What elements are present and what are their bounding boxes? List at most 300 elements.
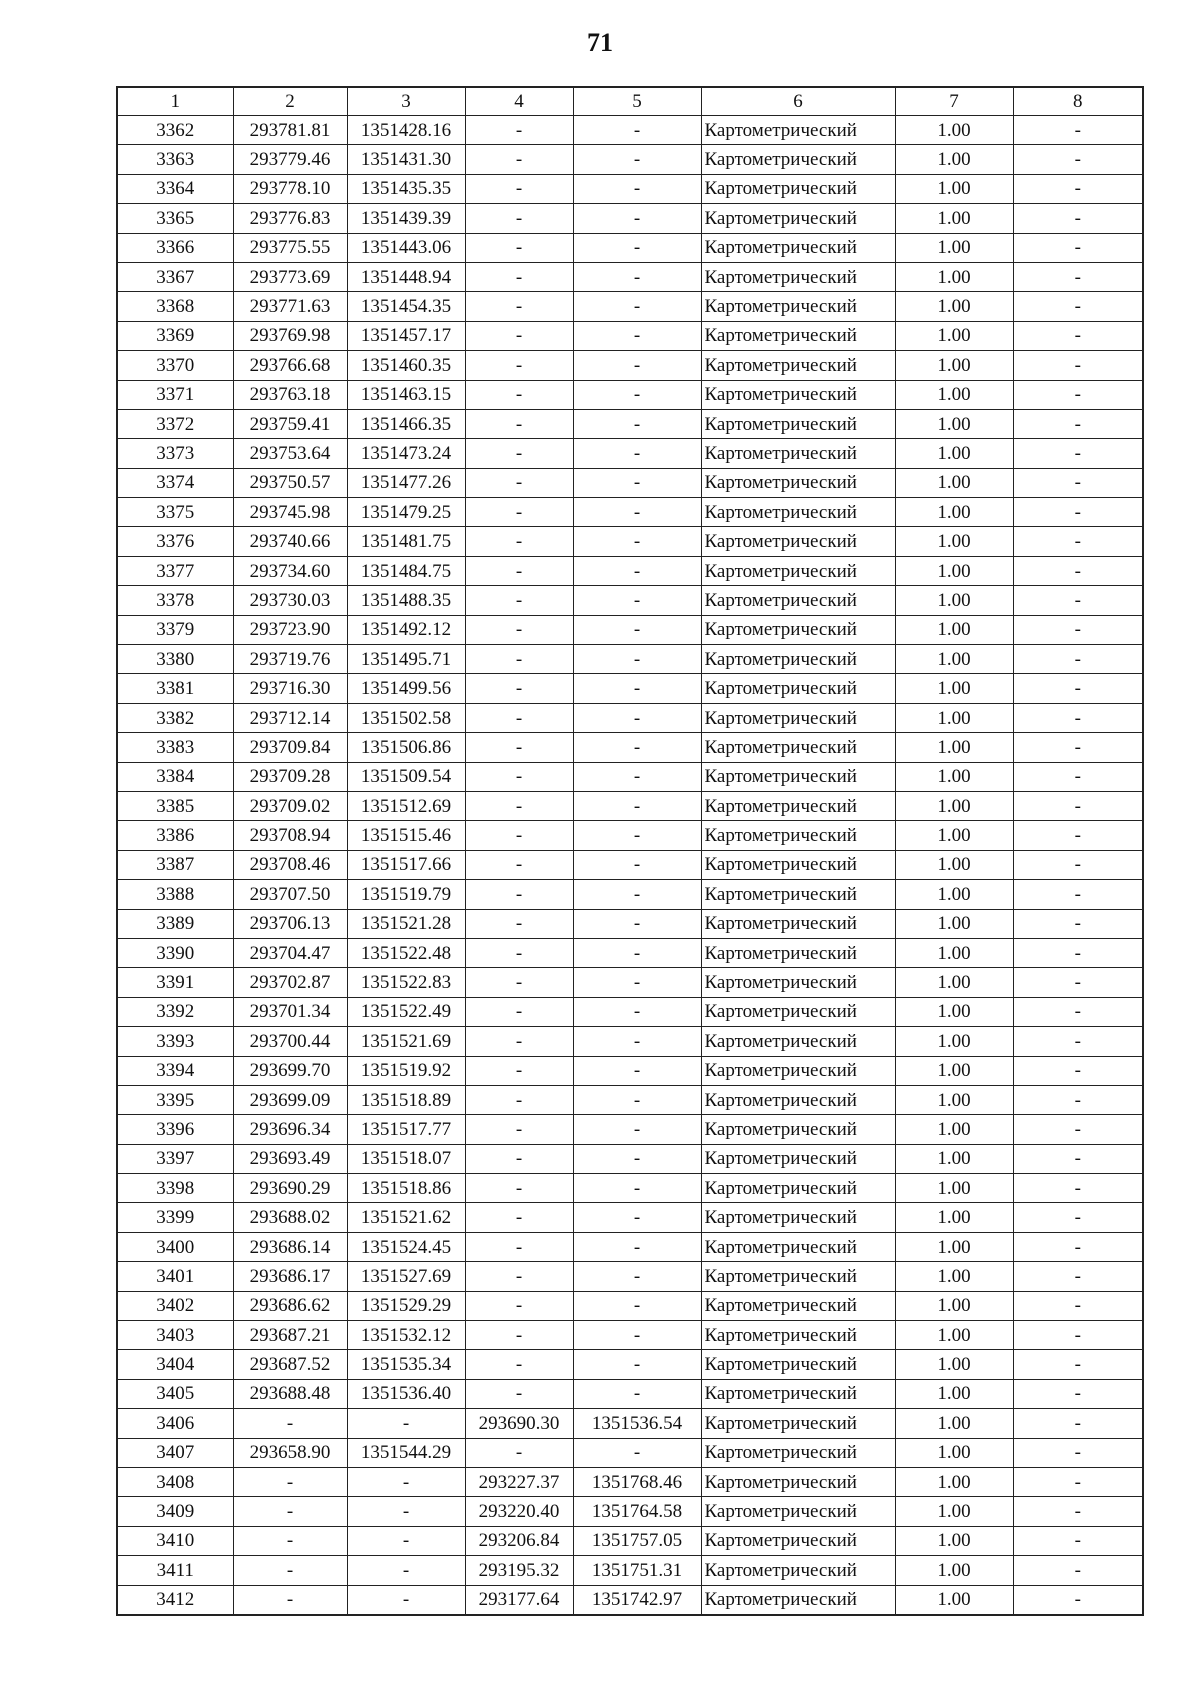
table-cell: 293690.29 bbox=[233, 1174, 347, 1203]
table-cell: - bbox=[573, 204, 701, 233]
table-cell: - bbox=[347, 1467, 465, 1496]
table-cell: - bbox=[1013, 292, 1143, 321]
table-cell: 1351536.40 bbox=[347, 1379, 465, 1408]
table-cell: 293220.40 bbox=[465, 1497, 573, 1526]
table-cell: 3365 bbox=[117, 204, 233, 233]
table-cell: Картометрический bbox=[701, 498, 895, 527]
table-cell: 1351517.66 bbox=[347, 850, 465, 879]
table-cell: 3395 bbox=[117, 1085, 233, 1114]
table-cell: 3408 bbox=[117, 1467, 233, 1496]
table-cell: 3396 bbox=[117, 1115, 233, 1144]
table-cell: 3388 bbox=[117, 880, 233, 909]
table-cell: 1351484.75 bbox=[347, 556, 465, 585]
table-cell: - bbox=[1013, 380, 1143, 409]
table-row bbox=[117, 1085, 1143, 1114]
table-cell: Картометрический bbox=[701, 1262, 895, 1291]
table-cell: - bbox=[465, 850, 573, 879]
table-cell: 3387 bbox=[117, 850, 233, 879]
table-cell: - bbox=[347, 1556, 465, 1585]
table-cell: - bbox=[233, 1556, 347, 1585]
table-cell: 1351473.24 bbox=[347, 439, 465, 468]
column-header: 6 bbox=[701, 87, 895, 116]
table-cell: 1351502.58 bbox=[347, 703, 465, 732]
table-cell: - bbox=[465, 292, 573, 321]
table-cell: - bbox=[573, 1321, 701, 1350]
table-cell: 293750.57 bbox=[233, 468, 347, 497]
table-cell: - bbox=[465, 233, 573, 262]
table-row bbox=[117, 938, 1143, 967]
table-cell: - bbox=[347, 1409, 465, 1438]
column-header: 8 bbox=[1013, 87, 1143, 116]
table-cell: - bbox=[465, 1321, 573, 1350]
table-cell: 1.00 bbox=[895, 1526, 1013, 1555]
table-cell: 1.00 bbox=[895, 791, 1013, 820]
table-cell: 1.00 bbox=[895, 1203, 1013, 1232]
table-cell: 1351460.35 bbox=[347, 351, 465, 380]
table-row bbox=[117, 703, 1143, 732]
table-cell: 293769.98 bbox=[233, 321, 347, 350]
table-cell: - bbox=[233, 1585, 347, 1615]
table-cell: 1351506.86 bbox=[347, 733, 465, 762]
table-row bbox=[117, 1321, 1143, 1350]
table-row bbox=[117, 586, 1143, 615]
table-cell: - bbox=[1013, 145, 1143, 174]
table-cell: Картометрический bbox=[701, 1321, 895, 1350]
table-cell: - bbox=[1013, 556, 1143, 585]
table-row bbox=[117, 1556, 1143, 1585]
table-cell: 1351757.05 bbox=[573, 1526, 701, 1555]
table-row bbox=[117, 968, 1143, 997]
table-cell: 293709.84 bbox=[233, 733, 347, 762]
table-cell: - bbox=[573, 909, 701, 938]
table-cell: - bbox=[465, 733, 573, 762]
table-row bbox=[117, 351, 1143, 380]
table-cell: - bbox=[1013, 233, 1143, 262]
table-cell: Картометрический bbox=[701, 1409, 895, 1438]
table-cell: 3405 bbox=[117, 1379, 233, 1408]
table-cell: 293699.70 bbox=[233, 1056, 347, 1085]
table-cell: - bbox=[465, 1174, 573, 1203]
page-number: 71 bbox=[587, 28, 613, 57]
table-cell: 1.00 bbox=[895, 1174, 1013, 1203]
table-cell: - bbox=[1013, 703, 1143, 732]
table-cell: - bbox=[1013, 1232, 1143, 1261]
table-cell: 293687.21 bbox=[233, 1321, 347, 1350]
table-cell: - bbox=[573, 1379, 701, 1408]
table-cell: - bbox=[465, 1438, 573, 1467]
table-cell: - bbox=[573, 645, 701, 674]
table-cell: - bbox=[1013, 1085, 1143, 1114]
table-cell: - bbox=[1013, 1585, 1143, 1615]
table-cell: 1351488.35 bbox=[347, 586, 465, 615]
table-cell: - bbox=[573, 762, 701, 791]
table-cell: Картометрический bbox=[701, 1085, 895, 1114]
table-cell: - bbox=[573, 1438, 701, 1467]
table-cell: 293688.02 bbox=[233, 1203, 347, 1232]
table-cell: - bbox=[573, 703, 701, 732]
table-cell: - bbox=[573, 674, 701, 703]
table-cell: 293195.32 bbox=[465, 1556, 573, 1585]
table-cell: 293707.50 bbox=[233, 880, 347, 909]
table-cell: 293227.37 bbox=[465, 1467, 573, 1496]
table-cell: 1351495.71 bbox=[347, 645, 465, 674]
table-cell: - bbox=[465, 527, 573, 556]
table-cell: 293745.98 bbox=[233, 498, 347, 527]
table-cell: 1.00 bbox=[895, 674, 1013, 703]
table-cell: - bbox=[573, 1144, 701, 1173]
table-cell: Картометрический bbox=[701, 1056, 895, 1085]
table-cell: Картометрический bbox=[701, 1174, 895, 1203]
table-cell: 3402 bbox=[117, 1291, 233, 1320]
table-cell: 293708.94 bbox=[233, 821, 347, 850]
table-cell: - bbox=[465, 1350, 573, 1379]
table-cell: - bbox=[1013, 1291, 1143, 1320]
table-row bbox=[117, 145, 1143, 174]
table-cell: - bbox=[465, 498, 573, 527]
table-cell: - bbox=[465, 586, 573, 615]
table-cell: 1.00 bbox=[895, 1379, 1013, 1408]
table-cell: - bbox=[1013, 821, 1143, 850]
table-cell: Картометрический bbox=[701, 1438, 895, 1467]
table-cell: 293781.81 bbox=[233, 116, 347, 145]
table-cell: 293712.14 bbox=[233, 703, 347, 732]
table-cell: Картометрический bbox=[701, 527, 895, 556]
table-cell: 3367 bbox=[117, 262, 233, 291]
table-row bbox=[117, 233, 1143, 262]
table-cell: 3397 bbox=[117, 1144, 233, 1173]
table-cell: 1.00 bbox=[895, 821, 1013, 850]
table-cell: - bbox=[573, 1350, 701, 1379]
table-cell: 1.00 bbox=[895, 1556, 1013, 1585]
table-cell: 293177.64 bbox=[465, 1585, 573, 1615]
table-cell: Картометрический bbox=[701, 909, 895, 938]
table-cell: 293699.09 bbox=[233, 1085, 347, 1114]
table-row bbox=[117, 468, 1143, 497]
table-cell: 293763.18 bbox=[233, 380, 347, 409]
table-cell: Картометрический bbox=[701, 1556, 895, 1585]
table-cell: - bbox=[1013, 1174, 1143, 1203]
table-cell: - bbox=[465, 1232, 573, 1261]
table-row bbox=[117, 116, 1143, 145]
table-cell: - bbox=[465, 174, 573, 203]
table-cell: 1.00 bbox=[895, 615, 1013, 644]
table-cell: 293771.63 bbox=[233, 292, 347, 321]
table-cell: - bbox=[465, 968, 573, 997]
table-cell: - bbox=[465, 1144, 573, 1173]
table-cell: 1.00 bbox=[895, 645, 1013, 674]
table-cell: - bbox=[1013, 938, 1143, 967]
table-cell: - bbox=[465, 145, 573, 174]
table-cell: 3383 bbox=[117, 733, 233, 762]
table-row bbox=[117, 1438, 1143, 1467]
table-cell: 293690.30 bbox=[465, 1409, 573, 1438]
table-row bbox=[117, 292, 1143, 321]
table-cell: - bbox=[1013, 997, 1143, 1026]
table-cell: - bbox=[1013, 174, 1143, 203]
table-cell: - bbox=[465, 1027, 573, 1056]
column-header: 1 bbox=[117, 87, 233, 116]
table-row bbox=[117, 1409, 1143, 1438]
table-cell: - bbox=[1013, 1526, 1143, 1555]
table-cell: - bbox=[465, 1115, 573, 1144]
table-row bbox=[117, 880, 1143, 909]
table-cell: Картометрический bbox=[701, 821, 895, 850]
table-cell: Картометрический bbox=[701, 703, 895, 732]
table-cell: - bbox=[573, 1232, 701, 1261]
table-cell: - bbox=[1013, 351, 1143, 380]
table-row bbox=[117, 527, 1143, 556]
table-cell: 1351481.75 bbox=[347, 527, 465, 556]
table-cell: - bbox=[465, 321, 573, 350]
table-cell: 3377 bbox=[117, 556, 233, 585]
table-cell: 3407 bbox=[117, 1438, 233, 1467]
table-cell: - bbox=[573, 733, 701, 762]
table-cell: 1.00 bbox=[895, 703, 1013, 732]
table-cell: - bbox=[1013, 439, 1143, 468]
table-cell: 293686.17 bbox=[233, 1262, 347, 1291]
table-cell: 3376 bbox=[117, 527, 233, 556]
table-row bbox=[117, 850, 1143, 879]
table-cell: 293206.84 bbox=[465, 1526, 573, 1555]
table-cell: - bbox=[1013, 909, 1143, 938]
table-cell: 3398 bbox=[117, 1174, 233, 1203]
table-cell: - bbox=[465, 439, 573, 468]
table-cell: 1.00 bbox=[895, 909, 1013, 938]
table-cell: 1.00 bbox=[895, 1291, 1013, 1320]
table-cell: 1351457.17 bbox=[347, 321, 465, 350]
table-cell: 1.00 bbox=[895, 586, 1013, 615]
table-cell: 1351521.69 bbox=[347, 1027, 465, 1056]
table-cell: 3370 bbox=[117, 351, 233, 380]
table-cell: Картометрический bbox=[701, 262, 895, 291]
table-cell: - bbox=[573, 439, 701, 468]
table-cell: - bbox=[465, 615, 573, 644]
table-cell: 1351532.12 bbox=[347, 1321, 465, 1350]
table-cell: - bbox=[1013, 1321, 1143, 1350]
table-cell: - bbox=[465, 1203, 573, 1232]
table-cell: 1351522.48 bbox=[347, 938, 465, 967]
table-cell: - bbox=[573, 498, 701, 527]
table-cell: 293778.10 bbox=[233, 174, 347, 203]
table-cell: - bbox=[573, 556, 701, 585]
table-cell: - bbox=[1013, 409, 1143, 438]
table-row bbox=[117, 409, 1143, 438]
table-cell: 293701.34 bbox=[233, 997, 347, 1026]
table-cell: - bbox=[465, 1379, 573, 1408]
table-cell: Картометрический bbox=[701, 1232, 895, 1261]
table-cell: - bbox=[1013, 321, 1143, 350]
table-cell: 3366 bbox=[117, 233, 233, 262]
table-cell: Картометрический bbox=[701, 674, 895, 703]
table-cell: 1351518.89 bbox=[347, 1085, 465, 1114]
table-cell: Картометрический bbox=[701, 968, 895, 997]
table-cell: Картометрический bbox=[701, 1115, 895, 1144]
table-cell: 293775.55 bbox=[233, 233, 347, 262]
table-cell: - bbox=[465, 409, 573, 438]
table-cell: 1.00 bbox=[895, 762, 1013, 791]
table-cell: Картометрический bbox=[701, 997, 895, 1026]
table-cell: - bbox=[1013, 527, 1143, 556]
table-cell: - bbox=[465, 204, 573, 233]
table-cell: 1351517.77 bbox=[347, 1115, 465, 1144]
table-cell: 1351499.56 bbox=[347, 674, 465, 703]
table-row bbox=[117, 1056, 1143, 1085]
table-cell: Картометрический bbox=[701, 174, 895, 203]
table-cell: Картометрический bbox=[701, 116, 895, 145]
table-cell: - bbox=[1013, 880, 1143, 909]
table-row bbox=[117, 821, 1143, 850]
table-cell: - bbox=[465, 791, 573, 820]
table-cell: - bbox=[465, 762, 573, 791]
table-cell: 293719.76 bbox=[233, 645, 347, 674]
table-cell: 293688.48 bbox=[233, 1379, 347, 1408]
table-cell: - bbox=[465, 262, 573, 291]
table-cell: Картометрический bbox=[701, 321, 895, 350]
table-cell: 293686.62 bbox=[233, 1291, 347, 1320]
table-cell: - bbox=[573, 262, 701, 291]
table-cell: - bbox=[573, 850, 701, 879]
table-cell: 1.00 bbox=[895, 968, 1013, 997]
table-row bbox=[117, 1262, 1143, 1291]
table-cell: 293658.90 bbox=[233, 1438, 347, 1467]
table-cell: - bbox=[347, 1585, 465, 1615]
table-cell: 1351466.35 bbox=[347, 409, 465, 438]
table-cell: Картометрический bbox=[701, 586, 895, 615]
table-cell: 1351512.69 bbox=[347, 791, 465, 820]
table-cell: - bbox=[573, 233, 701, 262]
table-cell: Картометрический bbox=[701, 292, 895, 321]
table-row bbox=[117, 791, 1143, 820]
table-cell: - bbox=[1013, 850, 1143, 879]
table-cell: 3368 bbox=[117, 292, 233, 321]
table-cell: - bbox=[573, 292, 701, 321]
table-cell: - bbox=[1013, 1027, 1143, 1056]
table-cell: Картометрический bbox=[701, 1467, 895, 1496]
table-cell: 3372 bbox=[117, 409, 233, 438]
table-cell: - bbox=[465, 821, 573, 850]
table-cell: Картометрический bbox=[701, 850, 895, 879]
table-cell: 3403 bbox=[117, 1321, 233, 1350]
table-cell: 293723.90 bbox=[233, 615, 347, 644]
table-cell: 3385 bbox=[117, 791, 233, 820]
table-row bbox=[117, 733, 1143, 762]
table-cell: 293696.34 bbox=[233, 1115, 347, 1144]
table-cell: - bbox=[573, 468, 701, 497]
table-cell: Картометрический bbox=[701, 380, 895, 409]
table-cell: 1351515.46 bbox=[347, 821, 465, 850]
table-cell: Картометрический bbox=[701, 351, 895, 380]
table-cell: - bbox=[1013, 762, 1143, 791]
table-cell: 3375 bbox=[117, 498, 233, 527]
table-cell: - bbox=[573, 1085, 701, 1114]
table-cell: - bbox=[1013, 116, 1143, 145]
table-cell: Картометрический bbox=[701, 145, 895, 174]
table-row bbox=[117, 1467, 1143, 1496]
table-cell: - bbox=[1013, 1056, 1143, 1085]
table-cell: 3374 bbox=[117, 468, 233, 497]
table-row bbox=[117, 674, 1143, 703]
table-cell: 293730.03 bbox=[233, 586, 347, 615]
table-cell: - bbox=[573, 145, 701, 174]
table-cell: 3373 bbox=[117, 439, 233, 468]
table-cell: 293779.46 bbox=[233, 145, 347, 174]
table-cell: - bbox=[573, 586, 701, 615]
table-cell: - bbox=[465, 1056, 573, 1085]
table-cell: - bbox=[573, 174, 701, 203]
table-cell: - bbox=[573, 527, 701, 556]
table-cell: Картометрический bbox=[701, 1027, 895, 1056]
column-header: 5 bbox=[573, 87, 701, 116]
table-cell: Картометрический bbox=[701, 645, 895, 674]
table-cell: 1.00 bbox=[895, 527, 1013, 556]
table-cell: - bbox=[465, 1262, 573, 1291]
table-cell: - bbox=[573, 615, 701, 644]
table-row bbox=[117, 1174, 1143, 1203]
table-cell: 293753.64 bbox=[233, 439, 347, 468]
table-row bbox=[117, 1350, 1143, 1379]
table-cell: 1351454.35 bbox=[347, 292, 465, 321]
table-cell: 293766.68 bbox=[233, 351, 347, 380]
table-cell: - bbox=[573, 321, 701, 350]
table-cell: 293700.44 bbox=[233, 1027, 347, 1056]
table-cell: Картометрический bbox=[701, 1379, 895, 1408]
table-cell: 1.00 bbox=[895, 292, 1013, 321]
table-cell: 3389 bbox=[117, 909, 233, 938]
table-cell: 3404 bbox=[117, 1350, 233, 1379]
table-cell: - bbox=[1013, 674, 1143, 703]
table-cell: - bbox=[1013, 1556, 1143, 1585]
table-cell: 3399 bbox=[117, 1203, 233, 1232]
table-cell: 1351535.34 bbox=[347, 1350, 465, 1379]
table-cell: 1351435.35 bbox=[347, 174, 465, 203]
table-cell: 1.00 bbox=[895, 1321, 1013, 1350]
table-cell: 293686.14 bbox=[233, 1232, 347, 1261]
table-cell: 1.00 bbox=[895, 145, 1013, 174]
table-cell: 1.00 bbox=[895, 116, 1013, 145]
column-header: 4 bbox=[465, 87, 573, 116]
table-cell: 293687.52 bbox=[233, 1350, 347, 1379]
table-cell: 3409 bbox=[117, 1497, 233, 1526]
table-row bbox=[117, 1115, 1143, 1144]
table-cell: 1.00 bbox=[895, 1409, 1013, 1438]
table-cell: 1.00 bbox=[895, 733, 1013, 762]
table-row bbox=[117, 1379, 1143, 1408]
table-cell: 1.00 bbox=[895, 880, 1013, 909]
table-row bbox=[117, 997, 1143, 1026]
table-cell: - bbox=[1013, 1409, 1143, 1438]
table-cell: 1.00 bbox=[895, 262, 1013, 291]
table-cell: 1.00 bbox=[895, 1232, 1013, 1261]
table-cell: 1.00 bbox=[895, 380, 1013, 409]
table-cell: 293759.41 bbox=[233, 409, 347, 438]
table-cell: Картометрический bbox=[701, 468, 895, 497]
table-cell: 1.00 bbox=[895, 556, 1013, 585]
table-cell: 1351536.54 bbox=[573, 1409, 701, 1438]
table-cell: - bbox=[1013, 733, 1143, 762]
table-cell: 293716.30 bbox=[233, 674, 347, 703]
table-row bbox=[117, 1291, 1143, 1320]
table-cell: - bbox=[573, 351, 701, 380]
table-cell: - bbox=[465, 703, 573, 732]
table-cell: - bbox=[1013, 1115, 1143, 1144]
table-cell: 3362 bbox=[117, 116, 233, 145]
table-cell: 3393 bbox=[117, 1027, 233, 1056]
table-row bbox=[117, 174, 1143, 203]
table-cell: - bbox=[573, 1174, 701, 1203]
table-cell: - bbox=[573, 821, 701, 850]
table-cell: 1351443.06 bbox=[347, 233, 465, 262]
table-cell: - bbox=[233, 1497, 347, 1526]
